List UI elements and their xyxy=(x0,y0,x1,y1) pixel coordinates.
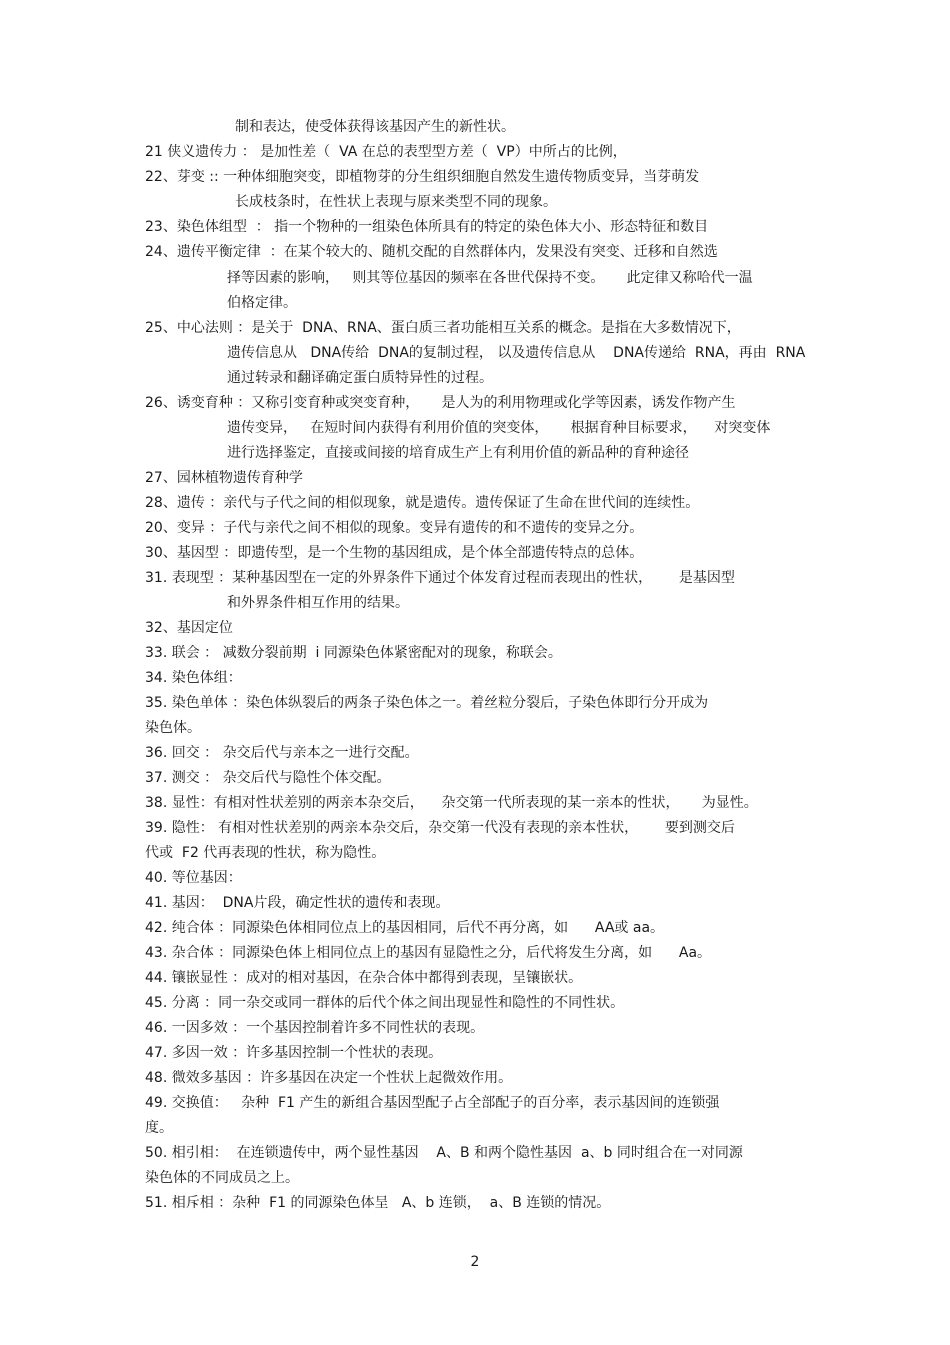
text-line: 35. 染色单体 ：染色体纵裂后的两条子染色体之一。着丝粒分裂后，子染色体即行分开成为 xyxy=(145,695,709,711)
text-line: 50. 相引相： 在连锁遗传中，两个显性基因 A、B 和两个隐性基因 a、b 同时组合在一对同源 xyxy=(145,1145,743,1161)
text-line: 37. 测交 ： 杂交后代与隐性个体交配。 xyxy=(145,770,391,786)
text-line: 24、遗传平衡定律 ：在某个较大的、随机交配的自然群体内，发果没有突变、迁移和自然选 xyxy=(145,244,718,260)
text-line: 度。 xyxy=(145,1120,173,1136)
text-line: 36. 回交 ： 杂交后代与亲本之一进行交配。 xyxy=(145,745,419,761)
text-line: 20、变异 ：子代与亲代之间不相似的现象。变异有遗传的和不遗传的变异之分。 xyxy=(145,520,644,536)
text-line: 和外界条件相互作用的结果。 xyxy=(227,595,409,611)
text-line: 44. 镶嵌显性 ：成对的相对基因，在杂合体中都得到表现，呈镶嵌状。 xyxy=(145,970,583,986)
text-line: 遗传变异， 在短时间内获得有利用价值的突变体， 根据育种目标要求， 对突变体 xyxy=(227,420,771,436)
text-line: 42. 纯合体 ：同源染色体相同位点上的基因相同，后代不再分离，如 AA或 aa。 xyxy=(145,920,665,936)
text-line: 47. 多因一效 ：许多基因控制一个性状的表现。 xyxy=(145,1045,443,1061)
text-line: 38. 显性：有相对性状差别的两亲本杂交后， 杂交第一代所表现的某一亲本的性状， 为显性。 xyxy=(145,795,758,811)
text-line: 21 侠义遗传力 ： 是加性差（ VA 在总的表型型方差（ VP）中所占的比例， xyxy=(145,144,627,160)
text-line: 染色体。 xyxy=(145,720,201,736)
text-line: 通过转录和翻译确定蛋白质特异性的过程。 xyxy=(227,370,493,386)
text-line: 51. 相斥相 ：杂种 F1 的同源染色体呈 A、b 连锁， a、B 连锁的情况。 xyxy=(145,1195,611,1211)
text-line: 遗传信息从 DNA传给 DNA的复制过程， 以及遗传信息从 DNA传递给 RNA，再由 RNA xyxy=(227,345,806,361)
text-line: 43. 杂合体 ：同源染色体上相同位点上的基因有显隐性之分，后代将发生分离，如 Aa。 xyxy=(145,945,712,961)
text-line: 40. 等位基因： xyxy=(145,870,242,886)
text-line: 32、基因定位 xyxy=(145,620,233,636)
text-line: 择等因素的影响， 则其等位基因的频率在各世代保持不变。 此定律又称哈代一温 xyxy=(227,270,753,286)
text-line: 染色体的不同成员之上。 xyxy=(145,1170,299,1186)
text-line: 46. 一因多效 ：一个基因控制着许多不同性状的表现。 xyxy=(145,1020,485,1036)
text-line: 41. 基因： DNA片段，确定性状的遗传和表现。 xyxy=(145,895,450,911)
text-line: 49. 交换值： 杂种 F1 产生的新组合基因型配子占全部配子的百分率，表示基因间的连锁强 xyxy=(145,1095,720,1111)
text-line: 30、基因型 ：即遗传型，是一个生物的基因组成，是个体全部遗传特点的总体。 xyxy=(145,545,644,561)
page-number: 2 xyxy=(470,1254,480,1270)
text-line: 31. 表现型 ：某种基因型在一定的外界条件下通过个体发育过程而表现出的性状， 是基因型 xyxy=(145,570,735,586)
text-line: 48. 微效多基因 ：许多基因在决定一个性状上起微效作用。 xyxy=(145,1070,513,1086)
text-line: 33. 联会 ： 减数分裂前期 i 同源染色体紧密配对的现象，称联会。 xyxy=(145,645,562,661)
text-line: 进行选择鉴定，直接或间接的培育成生产上有利用价值的新品种的育种途径 xyxy=(227,445,689,461)
text-line: 26、诱变育种 ：又称引变育种或突变育种， 是人为的利用物理或化学等因素，诱发作物产生 xyxy=(145,395,736,411)
text-line: 27、园林植物遗传育种学 xyxy=(145,470,303,486)
text-line: 代或 F2 代再表现的性状，称为隐性。 xyxy=(145,845,386,861)
text-line: 伯格定律。 xyxy=(227,295,297,311)
text-line: 39. 隐性： 有相对性状差别的两亲本杂交后，杂交第一代没有表现的亲本性状， 要到测交后 xyxy=(145,820,735,836)
text-line: 25、中心法则 ：是关于 DNA、RNA、蛋白质三者功能相互关系的概念。是指在大多数情况下， xyxy=(145,320,741,336)
text-line: 45. 分离 ：同一杂交或同一群体的后代个体之间出现显性和隐性的不同性状。 xyxy=(145,995,625,1011)
text-line: 长成枝条时，在性状上表现与原来类型不同的现象。 xyxy=(235,194,557,210)
text-line: 制和表达，使受体获得该基因产生的新性状。 xyxy=(235,119,515,135)
text-line: 23、染色体组型 ： 指一个物种的一组染色体所具有的特定的染色体大小、形态特征和数目 xyxy=(145,219,709,235)
text-line: 22、芽变 :: 一种体细胞突变，即植物芽的分生组织细胞自然发生遗传物质变异，当芽萌发 xyxy=(145,169,700,185)
text-line: 34. 染色体组： xyxy=(145,670,242,686)
text-line: 28、遗传 ：亲代与子代之间的相似现象，就是遗传。遗传保证了生命在世代间的连续性。 xyxy=(145,495,700,511)
